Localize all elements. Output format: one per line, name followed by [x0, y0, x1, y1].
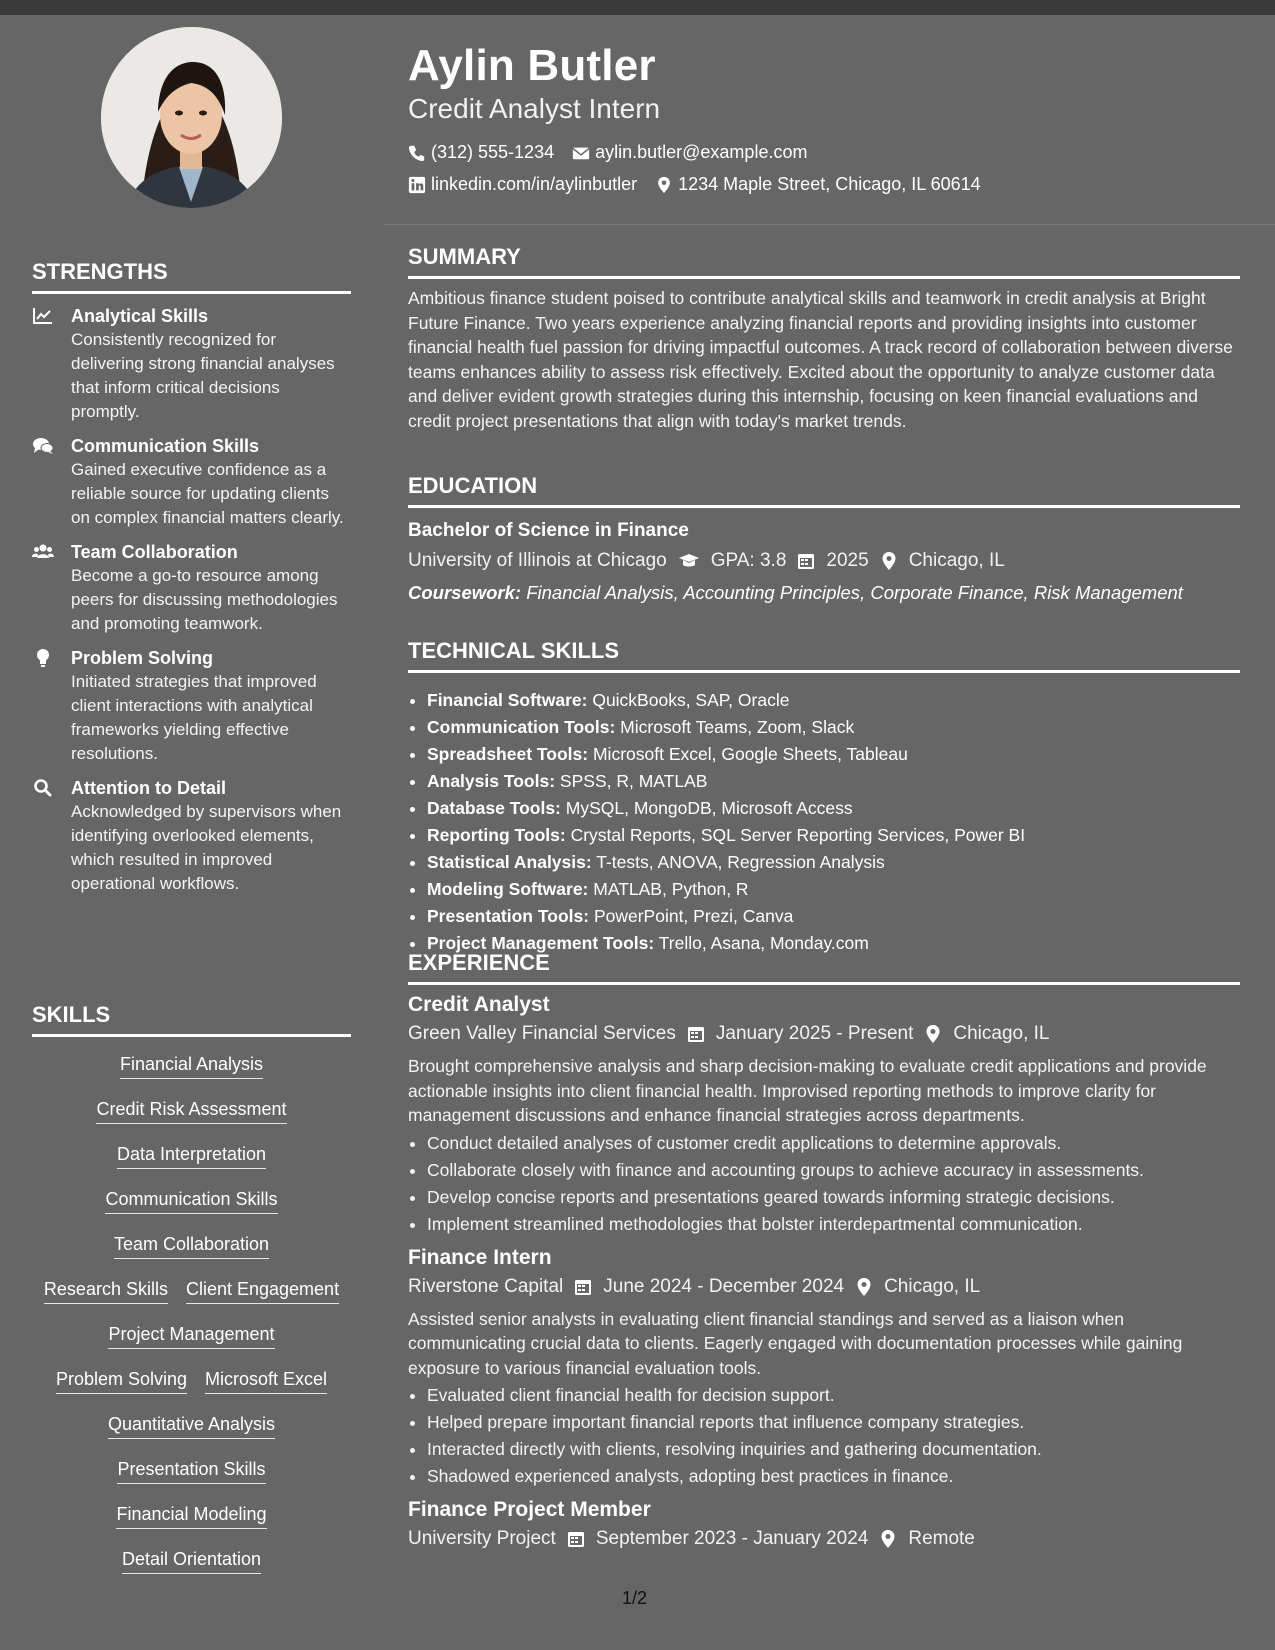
tech-skill-item — [427, 741, 1240, 768]
page-number: 1/2 — [622, 1588, 648, 1608]
strength-item — [32, 776, 351, 896]
phone-text: (312) 555-1234 — [431, 142, 555, 162]
job-location: Remote — [908, 1528, 975, 1549]
tech-skill-label: Financial Software: — [427, 690, 588, 710]
top-bar — [0, 0, 1275, 15]
job-dates: June 2024 - December 2024 — [603, 1275, 845, 1297]
strength-text: Become a go-to resource among peers for discussing methodologies and promoting teamwork. — [71, 566, 338, 633]
graduation-cap-icon — [677, 551, 701, 571]
skill-tag: Presentation Skills — [117, 1456, 265, 1484]
technical-skills-list — [408, 687, 1240, 957]
tech-skill-item — [427, 849, 1240, 876]
skill-tag: Client Engagement — [186, 1276, 339, 1304]
job-title: Finance Project Member — [408, 1498, 651, 1521]
calendar-icon — [796, 551, 816, 571]
skill-tag: Project Management — [108, 1321, 274, 1349]
tech-skill-label: Presentation Tools: — [427, 906, 590, 926]
tech-skill-value: Microsoft Teams, Zoom, Slack — [620, 717, 855, 737]
linkedin-contact[interactable] — [408, 174, 637, 195]
linkedin-icon — [408, 176, 426, 194]
strength-title: Analytical Skills — [71, 306, 209, 326]
phone-icon — [408, 144, 426, 162]
strength-text: Acknowledged by supervisors when identifying overlooked elements, which resulted in improved operational workflows. — [71, 802, 342, 893]
skills-heading: SKILLS — [32, 1002, 351, 1037]
tech-skill-label: Database Tools: — [427, 798, 561, 818]
job-bullet: • Implement streamlined methodologies that bolster interdepartmental communication. — [427, 1211, 1240, 1238]
skill-tag: Data Interpretation — [117, 1141, 266, 1169]
profile-photo — [101, 27, 282, 208]
technical-skills-section — [408, 638, 1240, 957]
job-meta — [408, 1528, 1240, 1550]
skill-tag: Credit Risk Assessment — [96, 1096, 286, 1124]
tech-skill-label: Analysis Tools: — [427, 771, 556, 791]
tech-skill-value: Microsoft Excel, Google Sheets, Tableau — [592, 744, 908, 764]
job-bullet: • Collaborate closely with finance and accounting groups to achieve accuracy in assessments. — [427, 1157, 1240, 1184]
gpa-text: GPA: 3.8 — [710, 550, 787, 571]
tech-skill-label: Project Management Tools: — [427, 933, 655, 953]
technical-skills-heading: TECHNICAL SKILLS — [408, 638, 1240, 673]
tech-skill-value: Trello, Asana, Monday.com — [658, 933, 869, 953]
job-entry — [408, 1246, 1240, 1491]
coursework-text: Financial Analysis, Accounting Principles, Corporate Finance, Risk Management — [526, 582, 1183, 603]
skill-tag: Quantitative Analysis — [108, 1411, 275, 1439]
tech-skill-item — [427, 687, 1240, 714]
strength-item — [32, 434, 351, 530]
tech-skill-value: MATLAB, Python, R — [593, 879, 749, 899]
tech-skill-item — [427, 768, 1240, 795]
phone-contact — [408, 142, 554, 163]
lightbulb-icon — [32, 648, 54, 668]
address-contact — [655, 174, 981, 195]
resume-page — [0, 15, 1275, 1650]
tech-skill-label: Modeling Software: — [427, 879, 589, 899]
job-dates: September 2023 - January 2024 — [595, 1528, 869, 1549]
skills-section — [32, 1002, 351, 1591]
skill-tag: Problem Solving — [56, 1366, 187, 1394]
users-icon — [32, 542, 54, 562]
job-location: Chicago, IL — [884, 1275, 981, 1297]
degree-title: Bachelor of Science in Finance — [408, 520, 689, 541]
map-marker-icon — [879, 551, 899, 571]
company-name: University Project — [408, 1528, 556, 1549]
tech-skill-value: QuickBooks, SAP, Oracle — [592, 690, 790, 710]
strength-title: Problem Solving — [71, 648, 214, 668]
tech-skill-item — [427, 714, 1240, 741]
tech-skill-item — [427, 822, 1240, 849]
education-location: Chicago, IL — [908, 550, 1005, 571]
job-location: Chicago, IL — [953, 1023, 1050, 1044]
company-name: Riverstone Capital — [408, 1275, 564, 1297]
skill-tag: Detail Orientation — [122, 1546, 261, 1574]
skill-tag: Team Collaboration — [114, 1231, 269, 1259]
contact-row-1 — [408, 142, 819, 163]
job-bullets — [408, 1382, 1240, 1490]
tech-skill-label: Spreadsheet Tools: — [427, 744, 589, 764]
graduation-year: 2025 — [826, 550, 869, 571]
tech-skill-value: Crystal Reports, SQL Server Reporting Services, Power BI — [570, 825, 1026, 845]
job-dates: January 2025 - Present — [715, 1023, 914, 1044]
search-icon — [32, 778, 54, 798]
company-name: Green Valley Financial Services — [408, 1023, 676, 1044]
strength-item — [32, 304, 351, 424]
summary-heading: SUMMARY — [408, 244, 1240, 279]
summary-section — [408, 244, 1240, 433]
strength-title: Attention to Detail — [71, 778, 226, 798]
summary-text: Ambitious finance student poised to contribute analytical skills and teamwork in credit analysis at Bright Future Finance. Two years experience analyzing financial reports and providing insights into customer financial health fuel passion for driving impactful outcomes. A track record of collaboration between diverse teams enhances ability to assess risk effectively. Excited about the opportunity to analyze customer data and deliver evident growth strategies during this internship, focusing on keen financial evaluations and credit project presentations that align with today's market trends. — [408, 288, 1233, 431]
job-entry — [408, 993, 1240, 1238]
address-text: 1234 Maple Street, Chicago, IL 60614 — [678, 174, 981, 194]
strength-text: Initiated strategies that improved client interactions with analytical frameworks yielding effective resolutions. — [71, 672, 317, 763]
map-marker-icon — [854, 1277, 874, 1297]
email-text[interactable]: aylin.butler@example.com — [595, 142, 808, 162]
skills-list — [32, 1051, 351, 1591]
job-entry — [408, 1498, 1240, 1550]
tech-skill-label: Statistical Analysis: — [427, 852, 592, 872]
job-bullet: • Evaluated client financial health for decision support. — [427, 1382, 1240, 1409]
strength-text: Gained executive confidence as a reliable source for updating clients on complex financial matters clearly. — [71, 460, 344, 527]
skill-tag: Financial Analysis — [120, 1051, 263, 1079]
linkedin-text[interactable]: linkedin.com/in/aylinbutler — [431, 174, 638, 194]
skill-tag: Research Skills — [44, 1276, 168, 1304]
calendar-icon — [566, 1529, 586, 1549]
strength-item — [32, 646, 351, 766]
school-name: University of Illinois at Chicago — [408, 550, 667, 571]
job-bullet: • Helped prepare important financial reports that influence company strategies. — [427, 1409, 1240, 1436]
chart-line-icon — [32, 306, 54, 326]
tech-skill-item — [427, 876, 1240, 903]
strength-item — [32, 540, 351, 636]
candidate-title: Credit Analyst Intern — [408, 93, 661, 124]
comments-icon — [32, 436, 54, 456]
job-bullets — [408, 1130, 1240, 1238]
strengths-section — [32, 259, 351, 896]
tech-skill-value: PowerPoint, Prezi, Canva — [593, 906, 794, 926]
job-title: Finance Intern — [408, 1245, 552, 1269]
job-bullet: • Shadowed experienced analysts, adopting best practices in finance. — [427, 1463, 1240, 1490]
coursework-label: Coursework: — [408, 582, 522, 603]
education-heading: EDUCATION — [408, 473, 1240, 508]
strength-title: Communication Skills — [71, 436, 260, 456]
candidate-name: Aylin Butler — [408, 41, 656, 90]
skill-tag: Communication Skills — [105, 1186, 277, 1214]
job-meta — [408, 1023, 1240, 1045]
experience-heading: EXPERIENCE — [408, 950, 1240, 985]
job-title: Credit Analyst — [408, 993, 550, 1016]
calendar-icon — [686, 1024, 706, 1044]
tech-skill-value: SPSS, R, MATLAB — [559, 771, 708, 791]
header-divider — [383, 224, 1275, 225]
map-marker-icon — [655, 176, 673, 194]
envelope-icon — [572, 144, 590, 162]
calendar-icon — [573, 1277, 593, 1297]
job-summary: Brought comprehensive analysis and sharp decision-making to evaluate credit applications and provide actionable insights into client financial health. Improvised reporting methods to improve clarity for management discussions and enhance financial strategies across departments. — [408, 1056, 1207, 1125]
tech-skill-value: T-tests, ANOVA, Regression Analysis — [596, 852, 885, 872]
job-bullet: • Conduct detailed analyses of customer credit applications to determine approvals. — [427, 1130, 1240, 1157]
education-section — [408, 473, 1240, 605]
skill-tag: Financial Modeling — [116, 1501, 266, 1529]
map-marker-icon — [923, 1024, 943, 1044]
strength-title: Team Collaboration — [71, 542, 238, 562]
skill-tag: Microsoft Excel — [205, 1366, 327, 1394]
tech-skill-label: Reporting Tools: — [427, 825, 566, 845]
tech-skill-value: MySQL, MongoDB, Microsoft Access — [565, 798, 853, 818]
map-marker-icon — [878, 1529, 898, 1549]
job-bullet: • Interacted directly with clients, resolving inquiries and gathering documentation. — [427, 1436, 1240, 1463]
contact-row-2 — [408, 174, 993, 195]
job-meta — [408, 1276, 1240, 1298]
strengths-heading: STRENGTHS — [32, 259, 351, 294]
job-bullet: • Develop concise reports and presentations geared towards informing strategic decisions. — [427, 1184, 1240, 1211]
education-meta — [408, 550, 1240, 572]
experience-section — [408, 950, 1240, 1550]
tech-skill-item — [427, 903, 1240, 930]
tech-skill-item — [427, 795, 1240, 822]
tech-skill-label: Communication Tools: — [427, 717, 616, 737]
coursework — [408, 580, 1240, 605]
email-contact[interactable] — [572, 142, 807, 163]
job-summary: Assisted senior analysts in evaluating client financial standings and served as a liaison when communicating crucial data to clients. Eagerly engaged with documentation processes while gaining exposure to various financial evaluation tools. — [408, 1308, 1183, 1378]
strength-text: Consistently recognized for delivering strong financial analyses that inform critical decisions promptly. — [71, 330, 335, 421]
